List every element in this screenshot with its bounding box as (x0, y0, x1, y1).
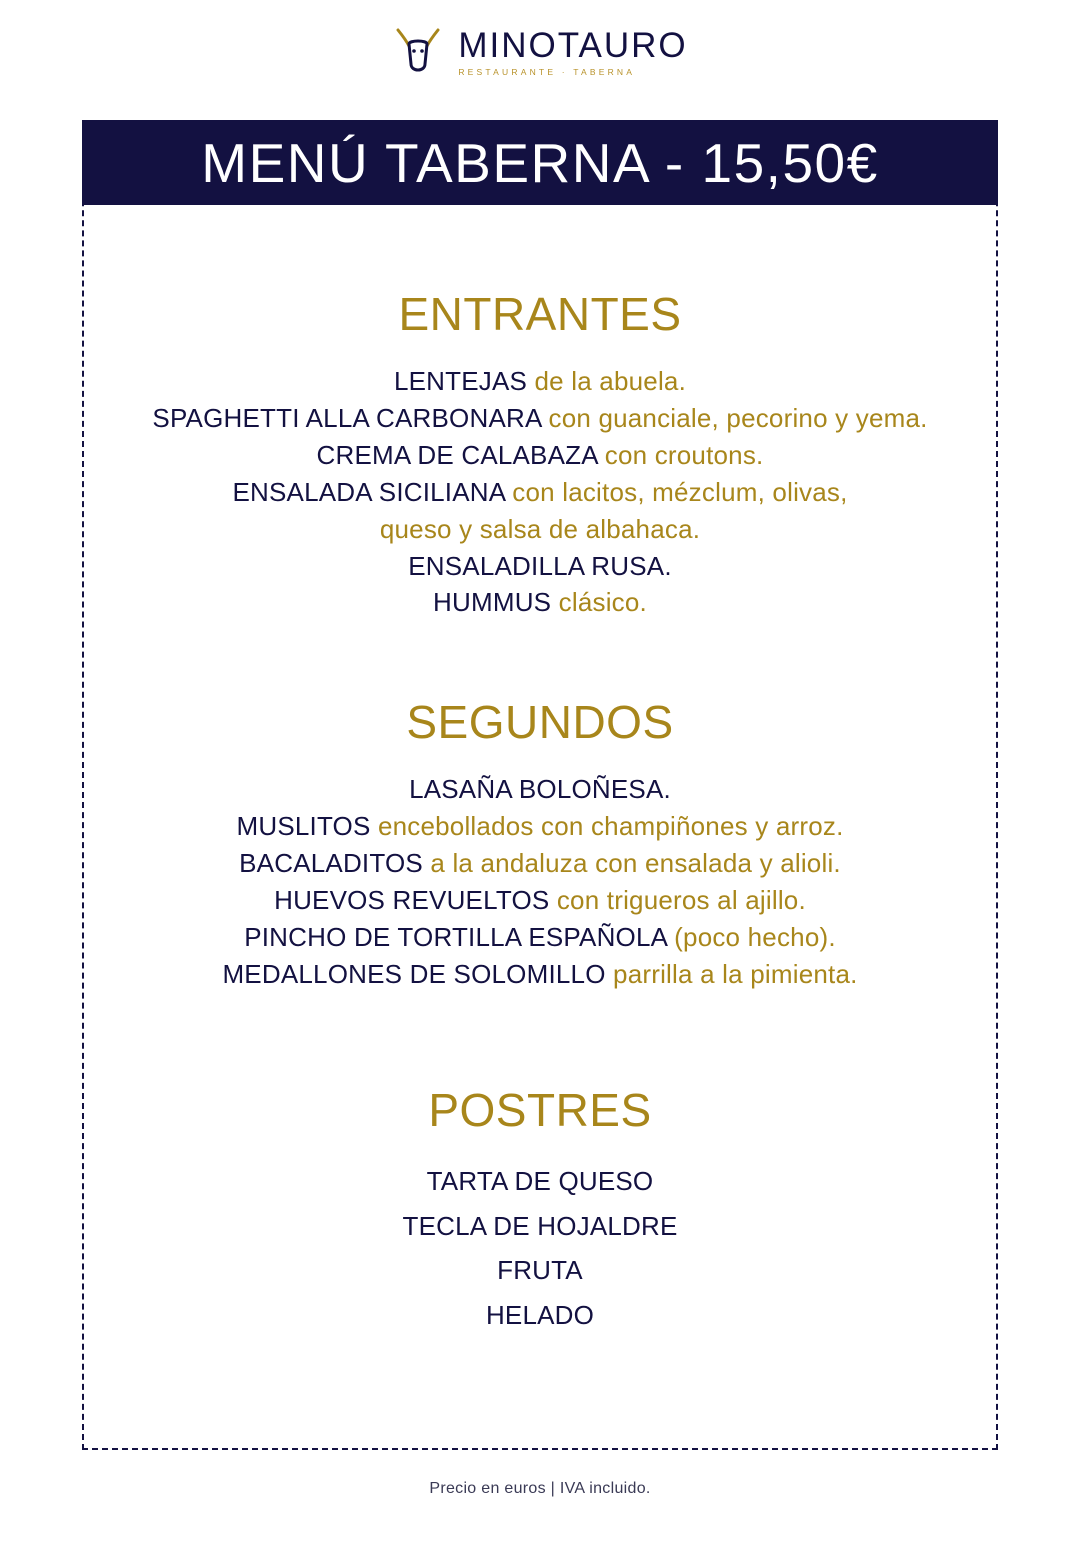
menu-item (82, 584, 998, 621)
section-entrantes (82, 288, 998, 621)
menu-title-bar (82, 120, 998, 205)
menu-item-name: HELADO (485, 1299, 595, 1330)
menu-item (82, 919, 998, 956)
menu-item-name: ENSALADILLA RUSA. (408, 550, 672, 581)
menu-item-name: TECLA DE HOJALDRE (402, 1210, 678, 1241)
bull-head-icon (392, 24, 444, 80)
section-items (82, 1159, 998, 1338)
menu-item (82, 1159, 998, 1204)
menu-item-name: MEDALLONES DE SOLOMILLO (222, 958, 614, 989)
menu-item-name: TARTA DE QUESO (426, 1165, 654, 1196)
menu-item (82, 400, 998, 437)
section-heading: POSTRES (428, 1083, 652, 1136)
menu-item (82, 474, 998, 511)
section-heading: ENTRANTES (398, 288, 682, 340)
menu-item-desc: con croutons. (604, 439, 764, 470)
menu-item-desc: a la andaluza con ensalada y alioli. (430, 848, 841, 879)
menu-item-desc: encebollados con champiñones y arroz. (377, 811, 844, 842)
section-segundos (82, 696, 998, 992)
menu-item-name: FRUTA (497, 1255, 583, 1286)
menu-item (82, 956, 998, 993)
brand-name: MINOTAURO (458, 25, 688, 65)
brand-tagline: RESTAURANTE · TABERNA (458, 66, 636, 77)
menu-item (82, 363, 998, 400)
menu-item (82, 1293, 998, 1338)
menu-item-name: MUSLITOS (236, 811, 378, 842)
menu-item-name: LENTEJAS (393, 366, 535, 396)
menu-item-desc: parrilla a la pimienta. (613, 958, 858, 989)
menu-sections (82, 205, 998, 1450)
section-items (82, 771, 998, 992)
menu-item (82, 1204, 998, 1249)
menu-item-desc: con guanciale, pecorino y yema. (548, 402, 928, 433)
brand-text (458, 25, 688, 77)
menu-item-desc: (poco hecho). (674, 921, 836, 952)
menu-item-name: ENSALADA SICILIANA (232, 476, 513, 507)
section-heading: SEGUNDOS (406, 696, 674, 749)
menu-item (82, 548, 998, 585)
menu-item (82, 882, 998, 919)
menu-item-name: CREMA DE CALABAZA (316, 439, 605, 470)
menu-item-name: HUEVOS REVUELTOS (274, 885, 557, 916)
menu-item-name: HUMMUS (433, 587, 559, 618)
section-postres (82, 1083, 998, 1338)
menu-item (82, 845, 998, 882)
menu-item-desc: queso y salsa de albahaca. (379, 513, 701, 544)
menu-item-desc: de la abuela. (534, 366, 687, 396)
menu-item-name: LASAÑA BOLOÑESA. (409, 774, 671, 805)
footer-note: Precio en euros | IVA incluido. (429, 1480, 651, 1497)
menu-item-name: PINCHO DE TORTILLA ESPAÑOLA (244, 921, 675, 952)
menu-item-desc: clásico. (558, 587, 647, 618)
menu-item-continuation (82, 511, 998, 548)
menu-item-name: BACALADITOS (239, 848, 431, 879)
menu-item-desc: con lacitos, mézclum, olivas, (512, 476, 848, 507)
menu-item-desc: con trigueros al ajillo. (556, 885, 806, 916)
menu-item-name: SPAGHETTI ALLA CARBONARA (152, 402, 549, 433)
brand-logo (0, 24, 1080, 80)
page-title: MENÚ TABERNA - 15,50€ (201, 131, 879, 194)
menu-item (82, 437, 998, 474)
section-items (82, 363, 998, 621)
menu-item (82, 1248, 998, 1293)
menu-item (82, 808, 998, 845)
menu-item (82, 771, 998, 808)
